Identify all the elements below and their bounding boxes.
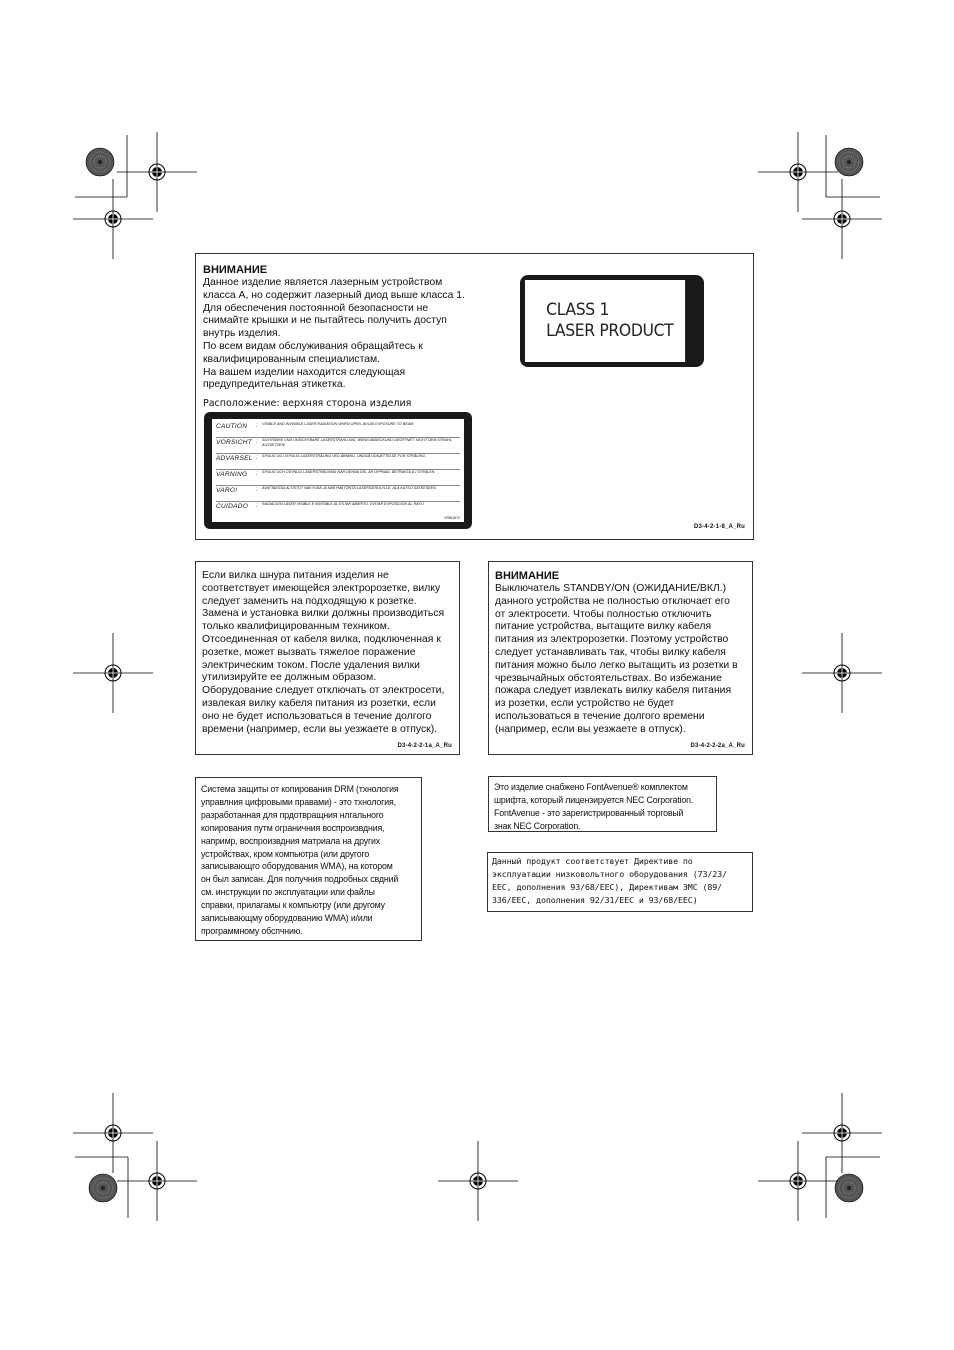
warning-row: CUIDADO : RADIACIÓN LÁSER VISIBLE E INVISIBLE AL ESTAR ABIERTO. EVITAR EXPOSICIÓN AL RAYO. bbox=[216, 502, 460, 517]
plug-notice-box bbox=[195, 561, 460, 755]
warning-row: VARO! : AVATTAESSA ALTISTUT NÄKYVÄÄ JA NÄKYMÄTÖNTÄ LASERSÄTEILYLLE. ÄLÄ KATSO SÄTEESEEN. bbox=[216, 486, 460, 502]
standby-notice-text: Выключатель STANDBY/ON (ОЖИДАНИЕ/ВКЛ.) данного устройства не полностью отключает его от электросети. Чтобы полностью отключить питание устройства, вытащите вилку кабеля питания из электророзетки. Поэтому устройство следует устанавливать так, чтобы вилку кабеля питания можно было легко вытащить из розетки в чрезвычайных обстоятельствах. Во избежание пожара следует извлекать вилку кабеля питания из розетки, если устройство не будет использоваться в течение долгого времени (например, если вы уезжаете в отпуск). bbox=[495, 583, 738, 735]
directive-notice-text: Данный продукт соответствует Директиве по эксплуатации низковольтного оборудования (73/23/ EEC, дополнения 93/68/EEC), Директивам ЭМС (89/ 336/EEC, дополнения 92/31/EEC и 93/68/EEC) bbox=[492, 856, 727, 906]
laser-notice-box bbox=[195, 253, 754, 540]
standby-notice-box bbox=[488, 561, 753, 755]
warning-language: VARNING bbox=[216, 471, 248, 478]
warning-language: ADVARSEL bbox=[216, 455, 253, 462]
class1-label-line1: CLASS 1 bbox=[546, 300, 610, 320]
laser-notice-text: Данное изделие является лазерным устройством класса А, но содержит лазерный диод выше класса 1. Для обеспечения постоянной безопасности не снимайте крышки и не пытайтесь получить доступ внутрь изделия. По всем видам обслуживания обращайтесь к квалифицированным специалистам. На вашем изделии находится следующая предупредительная этикетка. bbox=[203, 277, 465, 391]
warning-row: VARNING : SYNLIG OCH OSYNLIG LASERSTRÅLNING NÄR DENNA DEL ÄR ÖPPNAD. BETRAKTA EJ STRÅLEN. bbox=[216, 470, 460, 486]
warning-text: SICHTBARE UND UNSICHTBARE LASERSTRAHLUNG, WENN ABDECKUNG GEÖFFNET. NICHT DEM STRAHL AUSSETZEN! bbox=[262, 438, 452, 447]
caution-label-code: VRW1672 bbox=[444, 516, 460, 520]
warning-row: ADVARSEL : SYNLIG OG USYNLIG LASERSTRÅLING VED ÅBNING. UNDGÅ UDSÆTTELSE FOR STRÅLING. bbox=[216, 454, 460, 470]
warning-text: SYNLIG OG USYNLIG LASERSTRÅLING VED ÅBNING. UNDGÅ UDSÆTTELSE FOR STRÅLING. bbox=[262, 454, 426, 458]
warning-text: SYNLIG OCH OSYNLIG LASERSTRÅLNING NÄR DENNA DEL ÄR ÖPPNAD. BETRAKTA EJ STRÅLEN. bbox=[262, 470, 436, 474]
laser-notice-heading: ВНИМАНИЕ bbox=[203, 264, 268, 276]
warning-row: VORSICHT : SICHTBARE UND UNSICHTBARE LASERSTRAHLUNG, WENN ABDECKUNG GEÖFFNET. NICHT DEM STRAHL AUSSETZEN! bbox=[216, 438, 460, 454]
warning-row: CAUTION : VISIBLE AND INVISIBLE LASER RADIATION WHEN OPEN. AVOID EXPOSURE TO BEAM. bbox=[216, 422, 460, 438]
warning-language: VARO! bbox=[216, 487, 238, 494]
warning-text: VISIBLE AND INVISIBLE LASER RADIATION WHEN OPEN. AVOID EXPOSURE TO BEAM. bbox=[262, 422, 415, 426]
warning-language: CAUTION bbox=[216, 423, 248, 430]
warning-language: CUIDADO bbox=[216, 503, 249, 510]
class1-label-line2: LASER PRODUCT bbox=[546, 321, 674, 341]
caution-label bbox=[204, 412, 472, 529]
drm-notice-box bbox=[195, 777, 422, 941]
laser-notice-code: D3-4-2-1-8_A_Ru bbox=[693, 524, 745, 530]
font-notice-box bbox=[488, 776, 717, 832]
class1-laser-label bbox=[520, 275, 704, 367]
font-notice-text: Это изделие снабжено FontAvenue® комплектом шрифта, который лицензируется NEC Corporation. FontAvenue - это зарегистрированный торговый знак NEC Corporation. bbox=[494, 782, 694, 831]
standby-notice-code: D3-4-2-2-2a_A_Ru bbox=[690, 743, 745, 749]
warning-text: AVATTAESSA ALTISTUT NÄKYVÄÄ JA NÄKYMÄTÖNTÄ LASERSÄTEILYLLE. ÄLÄ KATSO SÄTEESEEN. bbox=[262, 486, 437, 490]
directive-notice-box bbox=[487, 852, 753, 912]
drm-notice-text: Система защиты от копирования DRM (тхнология управлния цифровыми правами) - это тхнология, разработанная для прдотвращния нлгального копирования путм ограничния воспроизвдния, напримр, воспроизвдния матриала на других устройствах, кром компьютра (или другого записывающго оборудования WMA), на котором он был записан. Для получния подробных свдний см. инструкции по эксплуатации или файлы справки, прилагамы к компьютру (или другому записывающму оборудованию WMA) и/или программному обспчнию. bbox=[201, 784, 399, 936]
standby-notice-heading: ВНИМАНИЕ bbox=[495, 570, 560, 582]
warning-language: VORSICHT bbox=[216, 439, 252, 446]
warning-text: RADIACIÓN LÁSER VISIBLE E INVISIBLE AL ESTAR ABIERTO. EVITAR EXPOSICIÓN AL RAYO. bbox=[262, 502, 425, 506]
plug-notice-text: Если вилка шнура питания изделия не соответствует имеющейся электророзетке, вилку следует заменить на подходящую к розетке. Замена и установка вилки должны производиться только квалифицированным техником. Отсоединенная от кабеля вилка, подключенная к розетке, может вызвать тяжелое поражение электрическим током. После удаления вилки утилизируйте ее должным образом. Оборудование следует отключать от электросети, извлекая вилку кабеля питания из розетки, если оно не будет использоваться в течение долгого времени (например, если вы уезжаете в отпуск). bbox=[202, 570, 445, 735]
plug-notice-code: D3-4-2-2-1a_A_Ru bbox=[397, 743, 452, 749]
label-location-text: Расположение: верхняя сторона изделия bbox=[203, 398, 412, 409]
